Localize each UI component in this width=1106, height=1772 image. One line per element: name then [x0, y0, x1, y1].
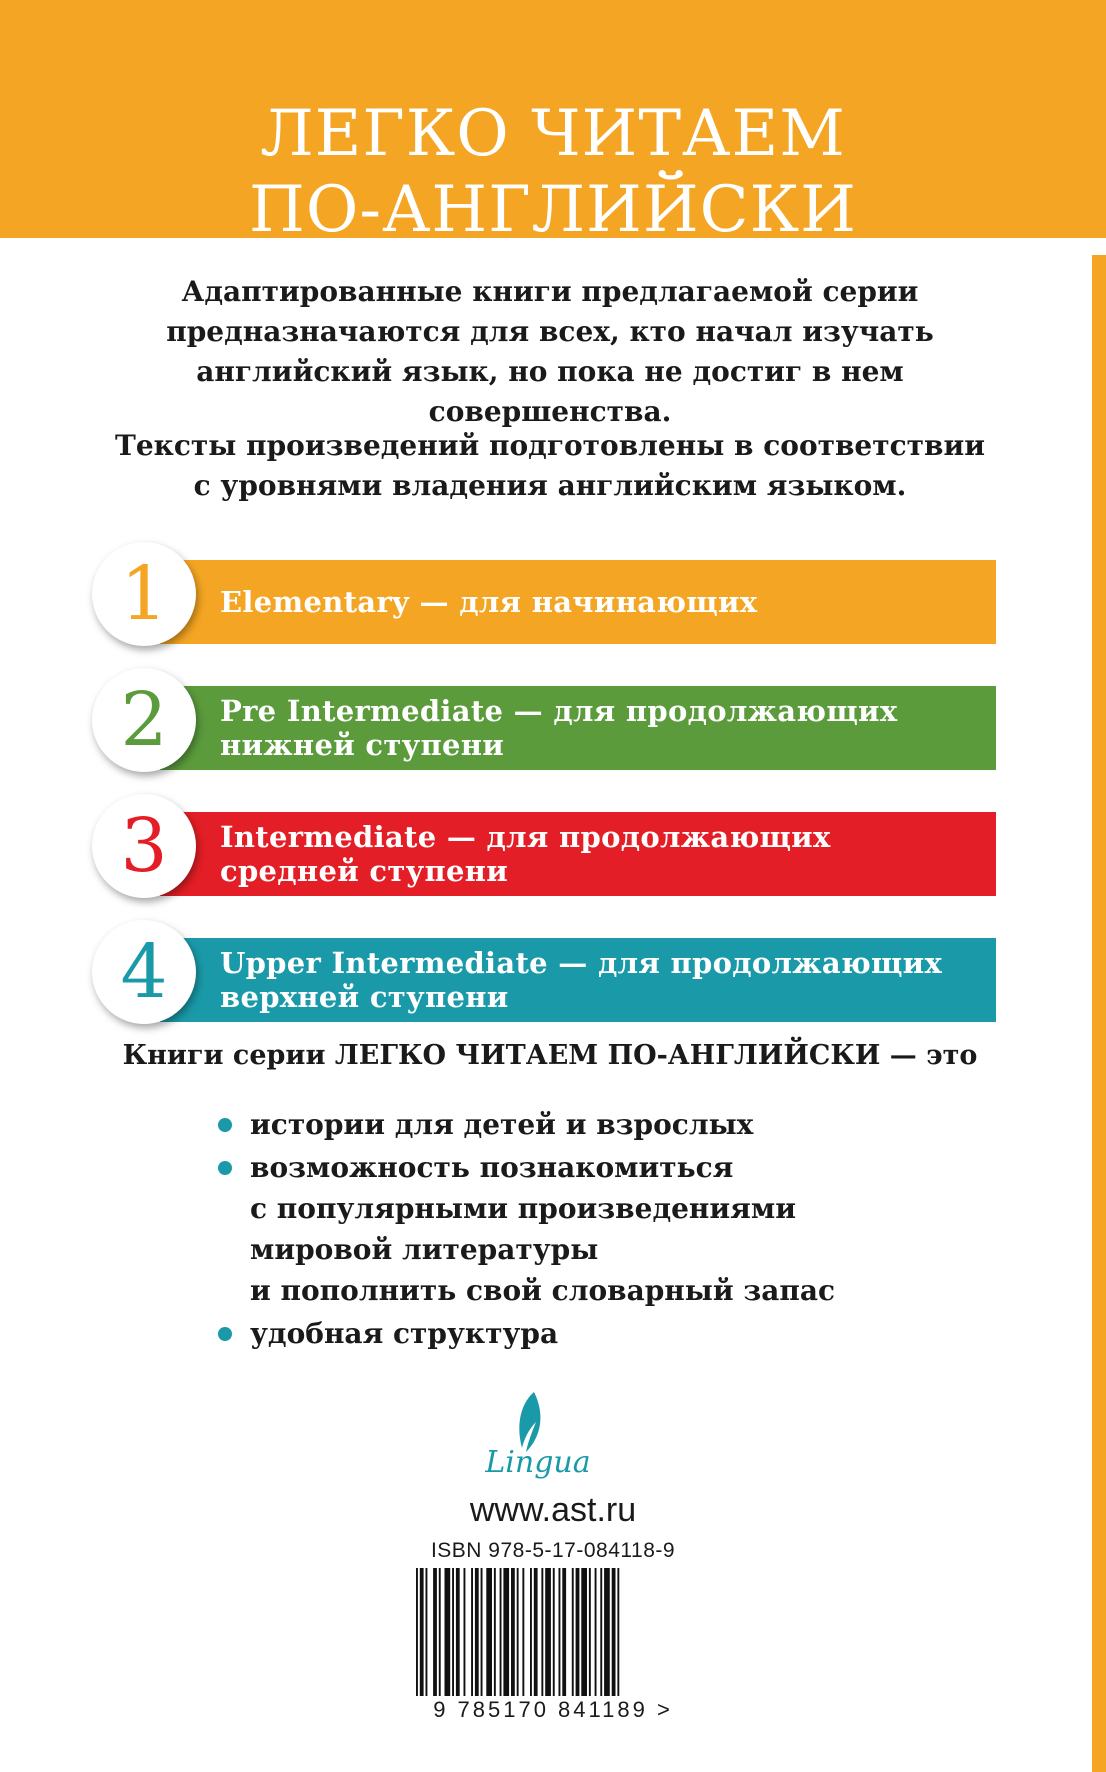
- barcode-bar: [416, 1568, 418, 1696]
- barcode-bar: [530, 1568, 532, 1696]
- level-label-line-2: нижней ступени: [220, 728, 505, 762]
- level-number: 3: [120, 803, 168, 889]
- intro-line: предназначаются для всех, кто начал изучать: [166, 315, 934, 348]
- level-label-line-1: Intermediate — для продолжающих: [220, 820, 831, 854]
- level-number-badge-4: [92, 920, 196, 1024]
- intro-line: совершенства.: [428, 395, 672, 428]
- barcode-bar: [553, 1568, 555, 1696]
- barcode-bar: [562, 1568, 566, 1696]
- series-title: [0, 96, 1106, 248]
- level-number: 2: [120, 677, 168, 763]
- barcode-bar: [517, 1568, 519, 1696]
- barcode-bar: [471, 1568, 473, 1696]
- barcode-bar: [426, 1568, 428, 1696]
- barcode: [414, 1568, 684, 1696]
- feature-item: [218, 1313, 978, 1354]
- barcode-bar: [522, 1568, 524, 1696]
- barcode-bar: [481, 1568, 483, 1696]
- level-text-3: [220, 812, 1000, 896]
- barcode-bar: [612, 1568, 616, 1696]
- barcode-bar: [494, 1568, 496, 1696]
- barcode-bar: [572, 1568, 574, 1696]
- barcode-bar: [420, 1568, 424, 1696]
- level-number-badge-1: [92, 542, 196, 646]
- logo-wordmark: Lingua: [485, 1445, 591, 1480]
- barcode-bar: [617, 1568, 619, 1696]
- feature-line: мировой литературы: [250, 1233, 599, 1266]
- level-label-line-1: Upper Intermediate — для продолжающих: [220, 946, 943, 980]
- intro-line: Тексты произведений подготовлены в соответствии: [115, 429, 985, 462]
- barcode-bar: [541, 1568, 543, 1696]
- level-label-line-1: Elementary — для начинающих: [220, 585, 758, 619]
- barcode-bar: [445, 1568, 451, 1696]
- barcode-bar: [545, 1568, 551, 1696]
- level-text-1: [220, 560, 1000, 644]
- barcode-bar: [500, 1568, 502, 1696]
- barcode-bar: [433, 1568, 437, 1696]
- lingua-logo: [476, 1386, 606, 1486]
- feature-line: удобная структура: [250, 1317, 559, 1350]
- barcode-bar: [452, 1568, 454, 1696]
- level-text-2: [220, 686, 1000, 770]
- barcode-bar: [464, 1568, 466, 1696]
- level-row-4: [0, 914, 1106, 1024]
- barcode-bar: [600, 1568, 602, 1696]
- barcode-bar: [559, 1568, 561, 1696]
- barcode-bar: [456, 1568, 460, 1696]
- publisher-website: www.ast.ru: [469, 1491, 637, 1529]
- feature-item: [218, 1104, 978, 1145]
- level-text-4: [220, 938, 1000, 1022]
- level-number: 4: [120, 929, 168, 1015]
- level-row-3: [0, 788, 1106, 898]
- series-title-line-1: ЛЕГКО ЧИТАЕМ: [260, 97, 846, 171]
- bullet-dot-icon: [218, 1327, 232, 1341]
- intro-line: с уровнями владения английским языком.: [193, 469, 907, 502]
- barcode-bar: [439, 1568, 441, 1696]
- barcode-bar: [475, 1568, 479, 1696]
- barcode-bar: [503, 1568, 509, 1696]
- feature-item: [218, 1147, 978, 1311]
- barcode-bar: [534, 1568, 538, 1696]
- feature-line: возможность познакомиться: [250, 1151, 734, 1184]
- feature-list: [218, 1104, 978, 1356]
- level-label-line-2: средней ступени: [220, 854, 509, 888]
- level-row-2: [0, 662, 1106, 772]
- bullet-dot-icon: [218, 1161, 232, 1175]
- level-number-badge-3: [92, 794, 196, 898]
- intro-paragraph: [100, 272, 1000, 432]
- feature-line: с популярными произведениями: [250, 1192, 796, 1225]
- bullet-dot-icon: [218, 1118, 232, 1132]
- series-title-line-2: ПО-АНГЛИЙСКИ: [249, 173, 857, 247]
- barcode-bar: [589, 1568, 591, 1696]
- level-number-badge-2: [92, 668, 196, 772]
- barcode-digits: 9 785170 841189 >: [433, 1697, 673, 1722]
- intro-line: Адаптированные книги предлагаемой серии: [181, 275, 919, 308]
- logo-feather-icon: [519, 1392, 540, 1452]
- barcode-bar: [576, 1568, 580, 1696]
- barcode-bar: [604, 1568, 610, 1696]
- level-label-line-1: Pre Intermediate — для продолжающих: [220, 694, 898, 728]
- level-label-line-2: верхней ступени: [220, 980, 509, 1014]
- barcode-bar: [486, 1568, 492, 1696]
- intro-line: английский язык, но пока не достиг в нем: [196, 355, 904, 388]
- series-summary-line: Книги серии ЛЕГКО ЧИТАЕМ ПО-АНГЛИЙСКИ — это: [122, 1040, 978, 1071]
- feature-line: истории для детей и взрослых: [250, 1108, 754, 1141]
- barcode-bar: [581, 1568, 587, 1696]
- barcode-bar: [511, 1568, 515, 1696]
- level-number: 1: [120, 551, 168, 637]
- levels-intro-paragraph: [100, 426, 1000, 506]
- barcode-bar: [595, 1568, 597, 1696]
- level-row-1: [0, 536, 1106, 646]
- isbn-number: ISBN 978-5-17-084118-9: [430, 1539, 676, 1562]
- feature-line: и пополнить свой словарный запас: [250, 1274, 836, 1307]
